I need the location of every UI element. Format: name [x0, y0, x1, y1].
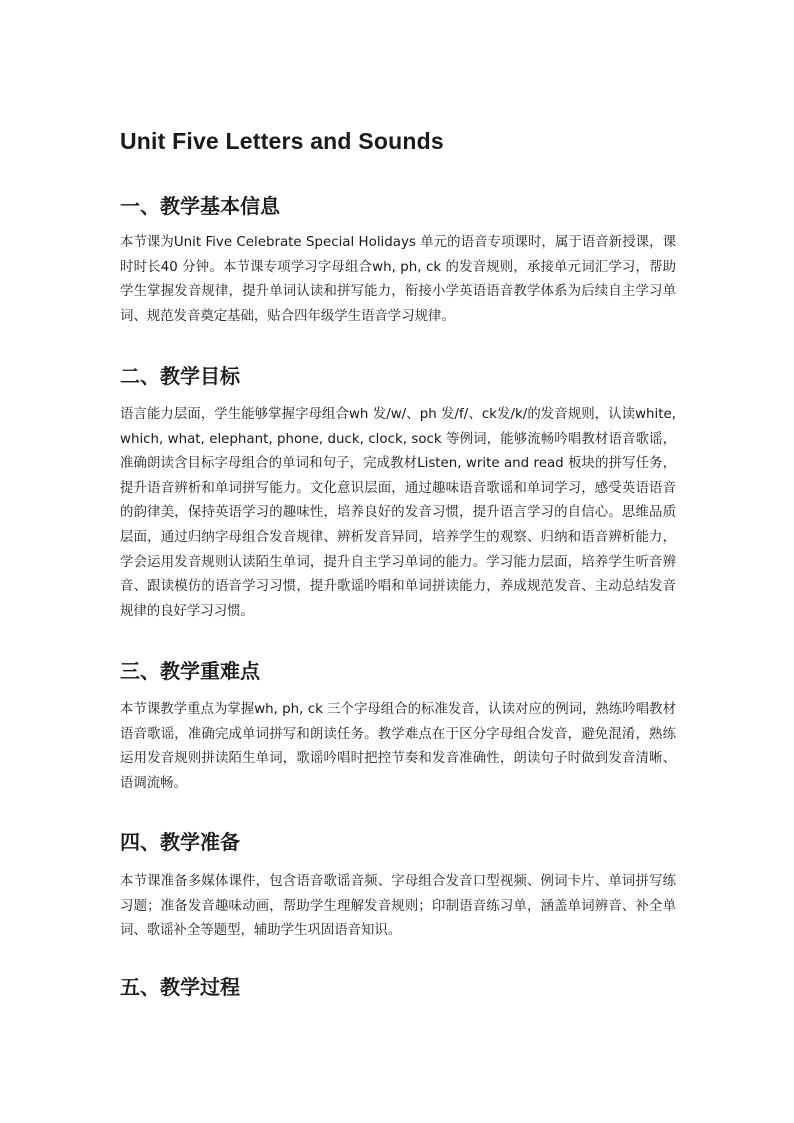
section-heading-process: 五、教学过程	[120, 975, 240, 999]
section-body-basic-info: 本节课为Unit Five Celebrate Special Holidays 单元的语音专项课时，属于语音新授课，课时时长40 分钟。本节课专项学习字母组合wh, ph, ck 的发音规则，承接单元词汇学习，帮助学生掌握发音规律，提升单词认读和拼写能力，衔接小学英语语音教学体系为后续自主学习单词、规范发音奠定基础，贴合四年级学生语音学习规律。	[120, 235, 676, 324]
section-heading-key-points: 三、教学重难点	[120, 659, 260, 683]
section-body-objectives: 语言能力层面，学生能够掌握字母组合wh 发/w/、ph 发/f/、ck发/k/的发音规则，认读white, which, what, elephant, phone, duck, clock, sock 等例词，能够流畅吟唱教材语音歌谣，准确朗读含目标字母组合的单词和句子，完成教材Listen, write and read 板块的拼写任务，提升语音辨析和单词拼写能力。文化意识层面，通过趣味语音歌谣和单词学习，感受英语语音的韵律美，保持英语学习的趣味性，培养良好的发音习惯，提升语言学习的自信心。思维品质层面，通过归纳字母组合发音规律、辨析发音异同，培养学生的观察、归纳和语音辨析能力，学会运用发音规则认读陌生单词，提升自主学习单词的能力。学习能力层面，培养学生听音辨音、跟读模仿的语音学习习惯，提升歌谣吟唱和单词拼读能力，养成规范发音、主动总结发音规律的良好学习习惯。	[120, 407, 676, 619]
section-heading-basic-info: 一、教学基本信息	[120, 194, 280, 218]
section-body-preparation: 本节课准备多媒体课件，包含语音歌谣音频、字母组合发音口型视频、例词卡片、单词拼写练习题；准备发音趣味动画，帮助学生理解发音规则；印制语音练习单，涵盖单词辨音、补全单词、歌谣补全等题型，辅助学生巩固语音知识。	[120, 874, 676, 939]
document-title: Unit Five Letters and Sounds	[120, 128, 444, 154]
section-heading-preparation: 四、教学准备	[120, 830, 240, 854]
section-heading-objectives: 二、教学目标	[120, 364, 240, 388]
section-body-key-points: 本节课教学重点为掌握wh, ph, ck 三个字母组合的标准发音，认读对应的例词，熟练吟唱教材语音歌谣，准确完成单词拼写和朗读任务。教学难点在于区分字母组合发音，避免混淆，熟练运用发音规则拼读陌生单词，歌谣吟唱时把控节奏和发音准确性，朗读句子时做到发音清晰、语调流畅。	[120, 702, 676, 791]
